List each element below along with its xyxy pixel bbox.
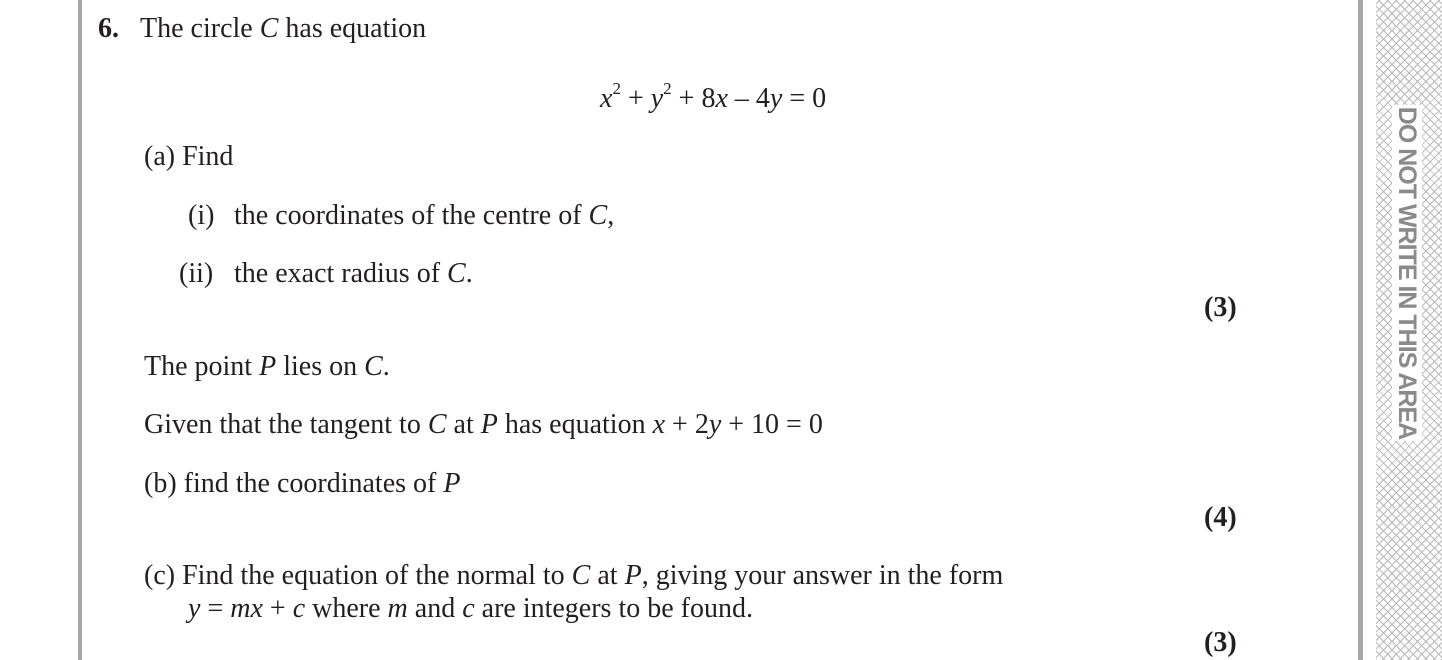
part-a-i-label: (i) (188, 200, 215, 231)
part-c-line2: y = mx + c where m and c are integers to be found. (188, 593, 753, 624)
part-b: (b) find the coordinates of P (144, 468, 461, 499)
part-c-line1: (c) Find the equation of the normal to C at P, giving your answer in the form (144, 560, 1004, 591)
do-not-write-label: DO NOT WRITE IN THIS AREA (1393, 106, 1421, 440)
part-a-heading (144, 141, 233, 173)
part-a-ii-label: (ii) (179, 258, 214, 289)
part-a-marks: (3) (1204, 292, 1237, 323)
part-c-marks: (3) (1204, 627, 1237, 658)
part-b-marks: (4) (1204, 502, 1237, 533)
left-margin-rule (78, 0, 82, 660)
part-b-label: (b) (144, 468, 177, 499)
tangent-statement: Given that the tangent to C at P has equation x + 2y + 10 = 0 (144, 409, 823, 440)
intro-text: The circle (140, 13, 253, 44)
part-a-text: Find (182, 141, 234, 172)
right-margin-rule (1358, 0, 1363, 660)
point-statement: The point P lies on C. (144, 351, 390, 382)
question-header (98, 13, 426, 45)
intro-end: has equation (285, 13, 427, 44)
part-a-ii-text: the exact radius of C. (234, 258, 473, 289)
part-c-label: (c) (144, 560, 176, 591)
part-a-i-text: the coordinates of the centre of C, (234, 200, 615, 231)
part-a-label: (a) (144, 141, 176, 172)
intro-var: C (259, 13, 279, 44)
circle-equation: $x^2 + y^2 + 8x - 4y = 0$ (600, 78, 827, 114)
question-number: 6. (98, 13, 119, 44)
